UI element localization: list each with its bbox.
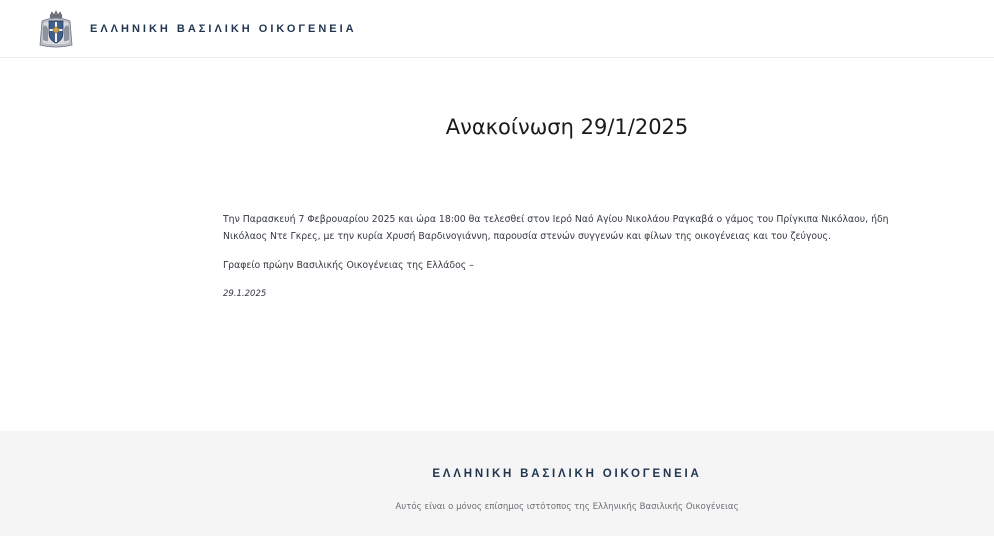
article-date: 29.1.2025 [223,289,267,299]
footer-title: ΕΛΛΗΝΙΚΗ ΒΑΣΙΛΙΚΗ ΟΙΚΟΓΕΝΕΙΑ [432,468,702,480]
home-logo-link[interactable] [36,9,357,49]
article-body [223,211,923,315]
main-content [0,58,994,431]
brand-title: ΕΛΛΗΝΙΚΗ ΒΑΣΙΛΙΚΗ ΟΙΚΟΓΕΝΕΙΑ [90,22,357,35]
site-header [0,0,994,58]
page-title: Ανακοίνωση 29/1/2025 [445,115,689,139]
royal-crest-icon [36,9,76,49]
article-signature: Γραφείο πρώην Βασιλικής Οικογένειας της Ελλάδος – [223,260,474,271]
footer-tagline: Αυτός είναι ο μόνος επίσημος ιστότοπος της Ελληνικής Βασιλικής Οικογένειας [395,502,739,512]
site-footer [0,431,994,536]
article-paragraph: Την Παρασκευή 7 Φεβρουαρίου 2025 και ώρα 18:00 θα τελεσθεί στον Ιερό Ναό Αγίου Νικολάου Ραγκαβά ο γάμος του Πρίγκιπα Νικόλαου, ήδη Νικόλαος Ντε Γκρες, με την κυρία Χρυσή Βαρδινογιάννη, παρουσία στενών συγγενών και φίλων της οικογένειας και του ζεύγους. [223,214,889,242]
